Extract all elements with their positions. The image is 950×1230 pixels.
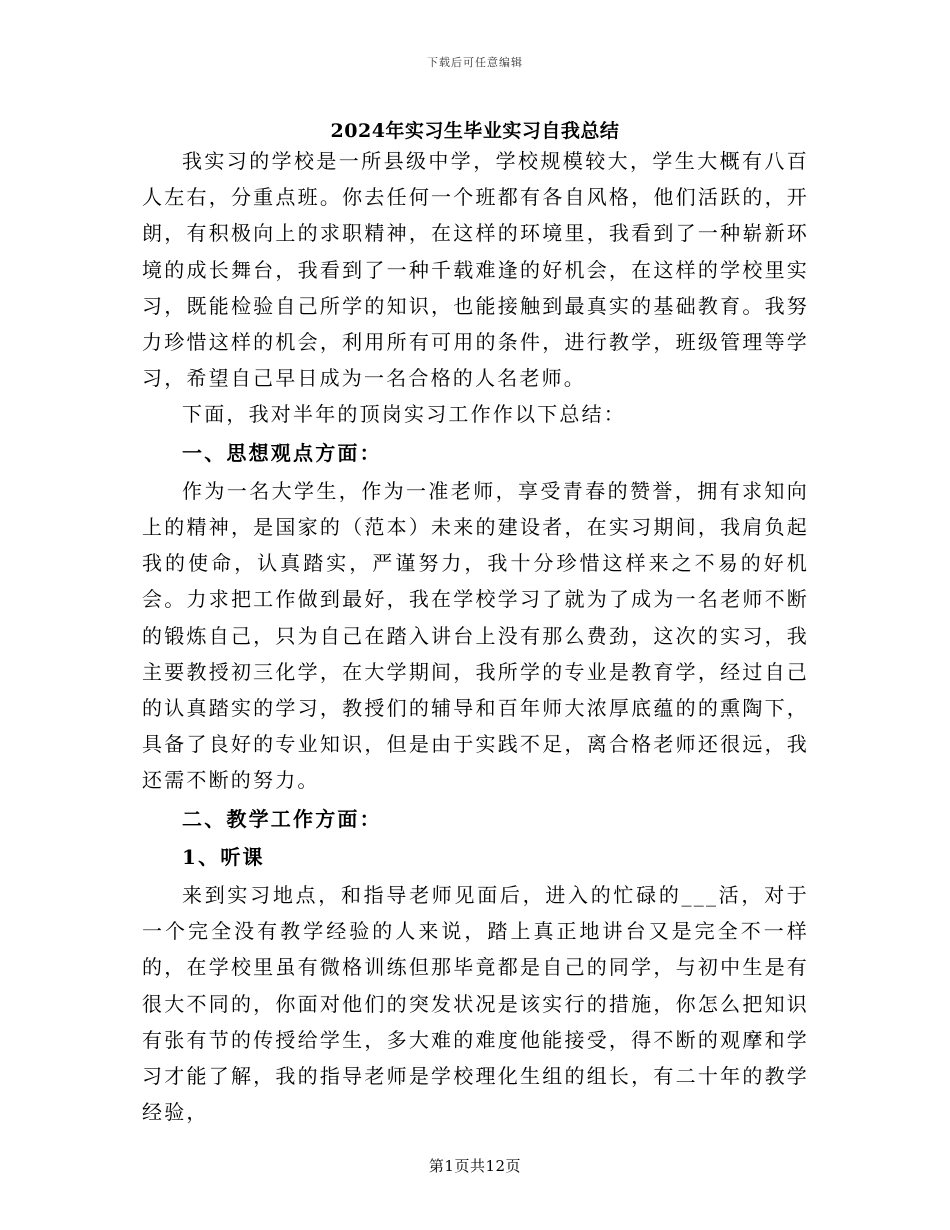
paragraph-thinking: 作为一名大学生，作为一准老师，享受青春的赞誉，拥有求知向上的精神，是国家的（范本）未来的建设者，在实习期间，我肩负起我的使命，认真踏实，严谨努力，我十分珍惜这样来之不易的好机会。力求把工作做到最好，我在学校学习了就为了成为一名老师不断的锻炼自己，只为自己在踏入讲台上没有那么费劲，这次的实习，我主要教授初三化学，在大学期间，我所学的专业是教育学，经过自己的认真踏实的学习，教授们的辅导和百年师大浓厚底蕴的的熏陶下，具备了良好的专业知识，但是由于实践不足，离合格老师还很远，我还需不断的努力。 xyxy=(142,478,809,793)
document-body xyxy=(142,143,809,1130)
section-heading-teaching: 二、教学工作方面： xyxy=(182,806,382,831)
document-title: 2024年实习生毕业实习自我总结 xyxy=(330,120,620,142)
paragraph-summary-lead: 下面，我对半年的顶岗实习工作作以下总结： xyxy=(182,402,626,427)
page-number: 第1页共12页 xyxy=(428,1157,522,1175)
section-heading-thinking: 一、思想观点方面： xyxy=(182,440,382,465)
paragraph-intro: 我实习的学校是一所县级中学，学校规模较大，学生大概有八百人左右，分重点班。你去任何一个班都有各自风格，他们活跃的，开朗，有积极向上的求职精神，在这样的环境里，我看到了一种崭新环境的成长舞台，我看到了一种千载难逢的好机会，在这样的学校里实习，既能检验自己所学的知识，也能接触到最真实的基础教育。我努力珍惜这样的机会，利用所有可用的条件，进行教学，班级管理等学习，希望自己早日成为一名合格的人名老师。 xyxy=(142,149,809,391)
subsection-heading-listening: 1、听课 xyxy=(182,844,265,869)
paragraph-listening: 来到实习地点，和指导老师见面后，进入的忙碌的___活，对于一个完全没有教学经验的人来说，踏上真正地讲台又是完全不一样的，在学校里虽有微格训练但那毕竟都是自己的同学，与初中生是有很大不同的，你面对他们的突发状况是该实行的措施，你怎么把知识有张有节的传授给学生，多大难的难度他能接受，得不断的观摩和学习才能了解，我的指导老师是学校理化生组的组长，有二十年的教学经验， xyxy=(142,883,809,1125)
header-note: 下载后可任意编辑 xyxy=(427,56,523,69)
